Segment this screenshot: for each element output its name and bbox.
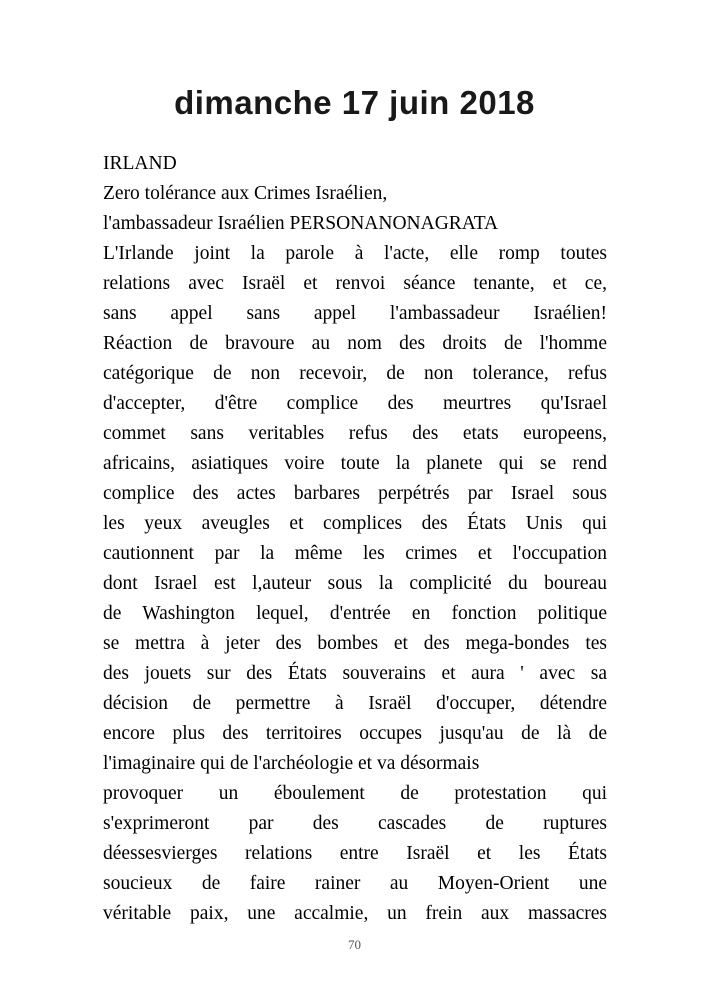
text-line: dont Israel est l,auteur sous la complicité du boureau <box>103 573 607 594</box>
text-line: provoquer un éboulement de protestation qui <box>103 783 607 804</box>
document-body <box>103 149 607 929</box>
text-line: des jouets sur des États souverains et aura ' avec sa <box>103 663 607 684</box>
text-line: les yeux aveugles et complices des États Unis qui <box>103 513 607 534</box>
text-line: cautionnent par la même les crimes et l'occupation <box>103 543 607 564</box>
text-line: se mettra à jeter des bombes et des mega-bondes tes <box>103 633 607 654</box>
text-line: encore plus des territoires occupes jusqu'au de là de <box>103 723 607 744</box>
text-line: l'imaginaire qui de l'archéologie et va désormais <box>103 753 480 774</box>
text-line: catégorique de non recevoir, de non tolerance, refus <box>103 363 607 384</box>
text-line: IRLAND <box>103 153 177 174</box>
text-line: déessesvierges relations entre Israël et les États <box>103 843 607 864</box>
text-line: relations avec Israël et renvoi séance tenante, et ce, <box>103 273 607 294</box>
text-line: véritable paix, une accalmie, un frein aux massacres <box>103 903 607 924</box>
text-line: soucieux de faire rainer au Moyen-Orient une <box>103 873 607 894</box>
text-line: commet sans veritables refus des etats europeens, <box>103 423 607 444</box>
page-title: dimanche 17 juin 2018 <box>174 84 535 121</box>
text-line: de Washington lequel, d'entrée en fonction politique <box>103 603 607 624</box>
text-line: décision de permettre à Israël d'occuper, détendre <box>103 693 607 714</box>
page-number: 70 <box>348 937 361 952</box>
text-line: d'accepter, d'être complice des meurtres qu'Israel <box>103 393 607 414</box>
text-line: l'ambassadeur Israélien PERSONANONAGRATA <box>103 213 499 234</box>
text-line: L'Irlande joint la parole à l'acte, elle romp toutes <box>103 243 607 264</box>
text-line: complice des actes barbares perpétrés par Israel sous <box>103 483 607 504</box>
text-line: sans appel sans appel l'ambassadeur Israélien! <box>103 303 607 324</box>
text-line: Zero tolérance aux Crimes Israélien, <box>103 183 388 204</box>
text-line: s'exprimeront par des cascades de ruptures <box>103 813 607 834</box>
text-line: Réaction de bravoure au nom des droits de l'homme <box>103 333 607 354</box>
text-line: africains, asiatiques voire toute la planete qui se rend <box>103 453 607 474</box>
